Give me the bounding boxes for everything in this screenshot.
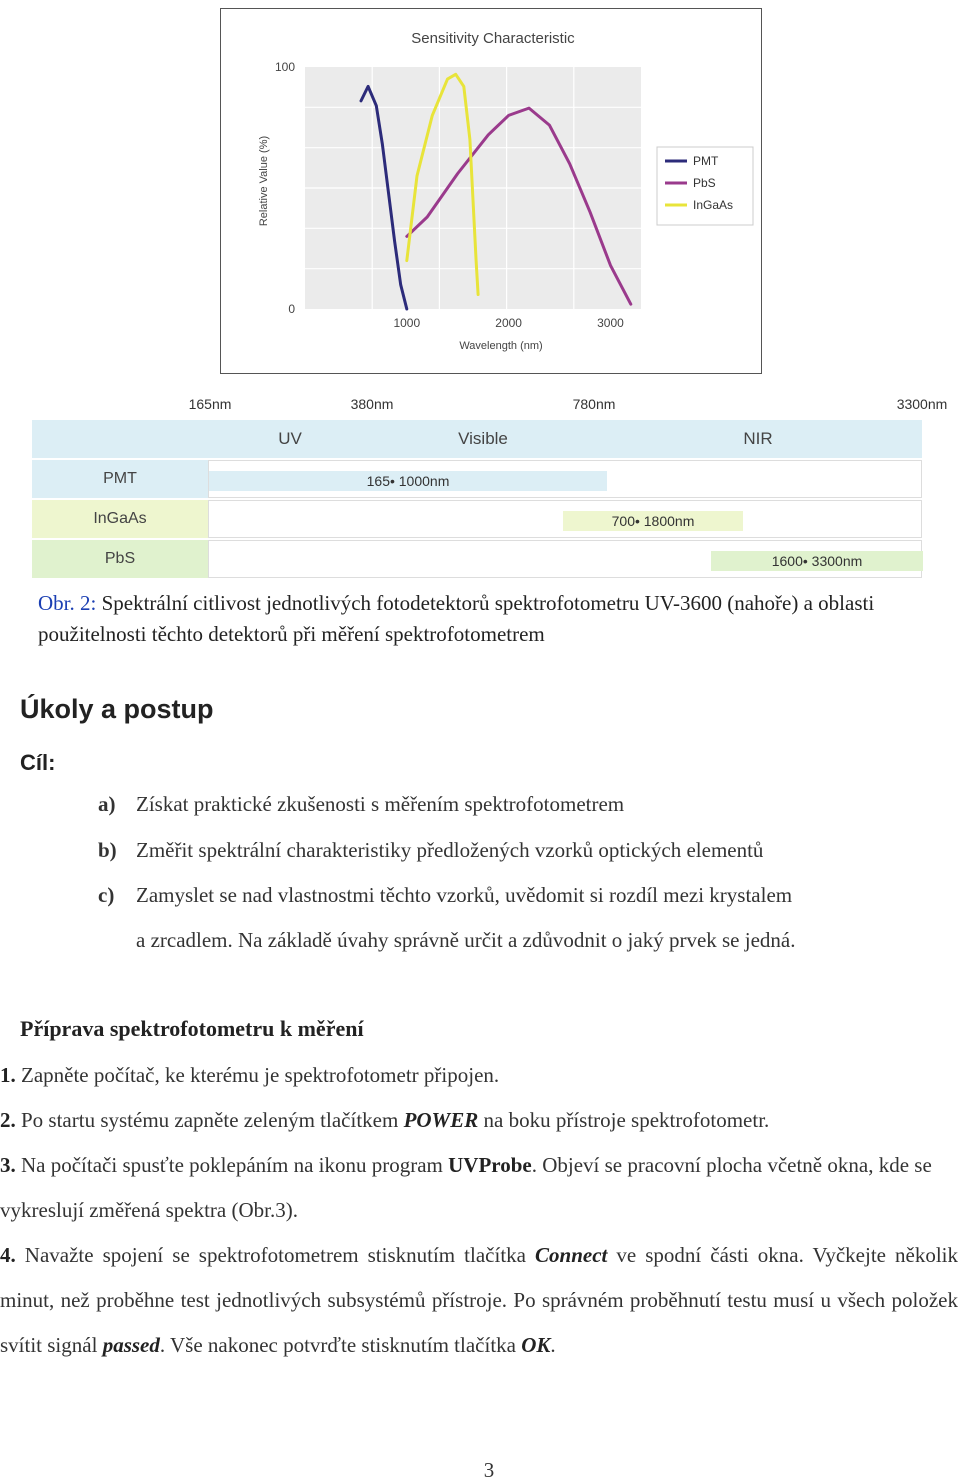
step-3 [0, 1143, 958, 1233]
band-visible: Visible [372, 420, 595, 458]
sensitivity-chart [220, 8, 762, 374]
step-number: 3. [0, 1153, 16, 1177]
x-tick-label: 3000 [597, 316, 624, 330]
goal-label: Cíl: [20, 750, 56, 775]
sensitivity-chart-svg [221, 9, 761, 373]
goal-letter: a) [98, 792, 116, 816]
passed-signal: passed [102, 1333, 160, 1357]
figure-label: Obr. 2: [38, 591, 97, 615]
step-text: na boku přístroje spektrofotometr. [478, 1108, 770, 1132]
band-nir: NIR [594, 420, 923, 458]
axis-label-780: 780nm [572, 396, 616, 412]
step-number: 2. [0, 1108, 16, 1132]
connect-button-name: Connect [535, 1243, 608, 1267]
step-4 [0, 1233, 958, 1368]
section-title: Úkoly a postup [20, 694, 214, 724]
step-text: ve spodní části okna. Vyčkejte několik minut, než proběhne test jednotlivých subsystémů přístroje. Po správném proběhnutí testu musí u všech položek svítit signál [0, 1243, 959, 1357]
goal-text: Změřit spektrální charakteristiky předložených vzorků optických elementů [136, 838, 764, 862]
legend-label: InGaAs [693, 198, 734, 212]
step-text: Po startu systému zapněte zeleným tlačítkem [15, 1108, 404, 1132]
row-track-ingaas [208, 500, 922, 538]
band-uv: UV [208, 420, 373, 458]
ok-button-name: OK [521, 1333, 551, 1357]
legend-label: PbS [693, 176, 716, 190]
row-track-pbs [208, 540, 922, 578]
goal-a [98, 792, 624, 817]
goal-text: Zamyslet se nad vlastnostmi těchto vzorků, uvědomit si rozdíl mezi krystalem [136, 883, 793, 907]
row-track-pmt [208, 460, 922, 498]
step-text: . Objeví se pracovní plocha včetně okna, kde se vykreslují změřená spektra (Obr.3). [0, 1153, 932, 1222]
band-spacer [32, 420, 209, 458]
caption-text: Spektrální citlivost jednotlivých fotodetektorů spektrofotometru UV-3600 (nahoře) a oblasti použitelnosti těchto detektorů při měření spektrofotometrem [38, 591, 875, 646]
power-button-name: POWER [403, 1108, 479, 1132]
subsection-title: Příprava spektrofotometru k měření [20, 1016, 364, 1041]
x-tick-label: 2000 [495, 316, 522, 330]
axis-label-3300: 3300nm [896, 396, 948, 412]
program-name: UVProbe [448, 1153, 532, 1177]
x-tick-label: 1000 [393, 316, 421, 330]
legend-label: PMT [693, 154, 719, 168]
row-label-pbs: PbS [32, 540, 208, 578]
goal-letter: b) [98, 838, 117, 862]
row-label-pmt: PMT [32, 460, 208, 498]
goal-b [98, 838, 763, 863]
goal-letter: c) [98, 883, 115, 907]
step-2 [0, 1098, 958, 1143]
step-text: Navažte spojení se spektrofotometrem stisknutím tlačítka [15, 1243, 536, 1267]
range-bar-pmt: 165• 1000nm [209, 471, 607, 491]
step-text: . [550, 1333, 556, 1357]
row-label-ingaas: InGaAs [32, 500, 208, 538]
row-pbs [32, 540, 922, 578]
y-tick-label: 100 [274, 60, 295, 74]
figure-caption [38, 588, 918, 650]
step-number: 4. [0, 1243, 16, 1267]
y-tick-label: 0 [288, 302, 295, 316]
chart-title: Sensitivity Characteristic [411, 30, 575, 47]
goal-c [98, 883, 792, 908]
axis-label-165: 165nm [188, 396, 232, 412]
goal-c-continued [98, 928, 795, 953]
x-axis-label: Wavelength (nm) [459, 340, 543, 352]
axis-label-380: 380nm [350, 396, 394, 412]
row-ingaas [32, 500, 922, 538]
goal-text: Získat praktické zkušenosti s měřením spektrofotometrem [136, 792, 625, 816]
range-bar-pbs: 1600• 3300nm [711, 551, 923, 571]
step-text: Na počítači spusťte poklepáním na ikonu program [15, 1153, 449, 1177]
range-bar-ingaas: 700• 1800nm [563, 511, 743, 531]
page-number: 3 [483, 1458, 495, 1482]
step-number: 1. [0, 1063, 16, 1087]
row-pmt [32, 460, 922, 498]
step-text: . Vše nakonec potvrďte stisknutím tlačítka [159, 1333, 522, 1357]
step-text: Zapněte počítač, ke kterému je spektrofotometr připojen. [15, 1063, 500, 1087]
goal-text: a zrcadlem. Na základě úvahy správně určit a zdůvodnit o jaký prvek se jedná. [136, 928, 796, 952]
y-axis-label: Relative Value (%) [258, 135, 270, 227]
detector-range-diagram [0, 390, 960, 580]
step-1 [0, 1053, 958, 1098]
